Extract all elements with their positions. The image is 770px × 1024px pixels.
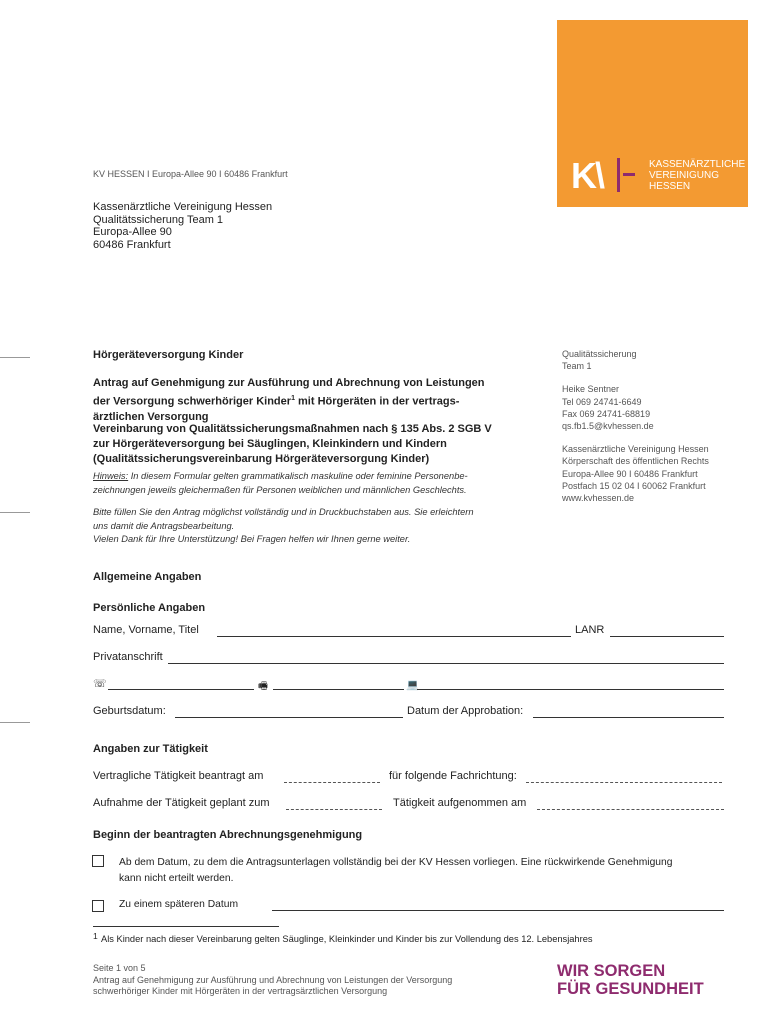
sender-line: KV HESSEN I Europa-Allee 90 I 60486 Frankfurt — [93, 169, 288, 179]
label-privatanschrift: Privatanschrift — [93, 651, 163, 663]
label-geburtsdatum: Geburtsdatum: — [93, 705, 166, 717]
logo-line: VEREINIGUNG — [649, 170, 720, 181]
footnote-separator — [93, 926, 279, 927]
lanr-field[interactable] — [610, 636, 724, 637]
recipient-line: Europa-Allee 90 — [93, 226, 172, 238]
antrag-part: der Versorgung schwerhöriger Kinder — [93, 395, 292, 408]
slogan-line: FÜR GESUNDHEIT — [557, 980, 704, 998]
checkbox-spaeteres-datum[interactable] — [92, 900, 104, 912]
bitte-line: Bitte füllen Sie den Antrag möglichst vollständig und in Druckbuchstaben aus. Sie erleichtern — [93, 507, 474, 517]
hinweis-text: zeichnungen jeweils gleichermaßen für Personen weiblichen und männlichen Geschlechts. — [93, 485, 467, 495]
aufgenommen-field[interactable] — [537, 809, 724, 810]
logo-line: KASSENÄRZTLICHE — [649, 159, 746, 170]
vereinbarung-line: zur Hörgeräteversorgung bei Säuglingen, Kleinkindern und Kindern — [93, 438, 447, 450]
fax-field[interactable] — [273, 689, 404, 690]
checkbox-ab-datum[interactable] — [92, 855, 104, 867]
contact-dept: Qualitätssicherung — [562, 349, 637, 359]
email-icon: 💻 — [406, 679, 420, 691]
document-title: Hörgeräteversorgung Kinder — [93, 349, 244, 361]
option-text: Ab dem Datum, zu dem die Antragsunterlagen vollständig bei der KV Hessen vorliegen. Eine rückwirkende Genehmigung — [119, 857, 673, 868]
logo-line: HESSEN — [649, 181, 691, 192]
slogan — [557, 962, 704, 998]
label-aufgenommen: Tätigkeit aufgenommen am — [393, 797, 527, 809]
name-field[interactable] — [217, 636, 571, 637]
phone-icon: ☏ — [93, 678, 107, 690]
label-fachrichtung: für folgende Fachrichtung: — [389, 770, 517, 782]
antrag-line: ärztlichen Versorgung — [93, 410, 209, 423]
spaeteres-datum-field[interactable] — [272, 910, 724, 911]
heading-taetigkeit: Angaben zur Tätigkeit — [93, 743, 208, 755]
beantragt-field[interactable] — [284, 782, 380, 783]
antrag-part: mit Hörgeräten in der vertrags- — [294, 395, 460, 408]
punch-mark — [0, 512, 30, 513]
contact-org: Postfach 15 02 04 I 60062 Frankfurt — [562, 480, 706, 491]
option-spaeteres-datum: Zu einem späteren Datum — [119, 899, 239, 910]
geburtsdatum-field[interactable] — [175, 717, 403, 718]
contact-block — [562, 348, 709, 504]
bitte-line: uns damit die Antragsbearbeitung. — [93, 520, 235, 531]
approbation-field[interactable] — [533, 717, 724, 718]
bitte-line: Vielen Dank für Ihre Unterstützung! Bei Fragen helfen wir Ihnen gerne weiter. — [93, 534, 411, 544]
option-text: kann nicht erteilt werden. — [119, 872, 234, 884]
option-ab-datum — [119, 855, 672, 886]
footnote-number: 1 — [93, 931, 98, 941]
recipient-line: Qualitätssicherung Team 1 — [93, 213, 224, 226]
label-name: Name, Vorname, Titel — [93, 624, 199, 636]
logo-bar — [617, 158, 620, 192]
fold-mark-bottom — [0, 722, 30, 723]
footnote-ref: 1 — [291, 395, 295, 402]
vereinbarung-line: Vereinbarung von Qualitätssicherungsmaßnahmen nach § 135 Abs. 2 SGB V — [93, 423, 492, 435]
logo-text — [649, 159, 745, 192]
logo-dash — [623, 173, 635, 176]
recipient-line: 60486 Frankfurt — [93, 238, 171, 251]
hinweis-label: Hinweis: — [93, 471, 129, 481]
antrag-line: Antrag auf Genehmigung zur Ausführung und Abrechnung von Leistungen — [93, 377, 485, 389]
fold-mark-top — [0, 357, 30, 358]
label-lanr: LANR — [575, 624, 605, 636]
hinweis-text: In diesem Formular gelten grammatikalisch maskuline oder feminine Personenbe- — [128, 471, 468, 481]
contact-phone: Tel 069 24741-6649 — [562, 396, 642, 407]
email-field[interactable] — [417, 689, 724, 690]
logo-letters: K\ — [571, 155, 603, 196]
bitte-text — [93, 506, 474, 547]
fachrichtung-field[interactable] — [526, 782, 722, 783]
heading-allgemeine: Allgemeine Angaben — [93, 571, 202, 583]
label-beantragt: Vertragliche Tätigkeit beantragt am — [93, 770, 264, 782]
fax-icon: 🖷 — [258, 680, 268, 692]
label-approbation: Datum der Approbation: — [407, 705, 524, 717]
phone-field[interactable] — [108, 689, 254, 690]
label-aufnahme: Aufnahme der Tätigkeit geplant zum — [93, 797, 270, 809]
contact-org: Körperschaft des öffentlichen Rechts — [562, 456, 709, 467]
footer-title: Antrag auf Genehmigung zur Ausführung und Abrechnung von Leistungen der Versorgung — [93, 974, 453, 985]
page-footer — [93, 963, 452, 998]
contact-org: Europa-Allee 90 I 60486 Frankfurt — [562, 468, 698, 479]
vereinbarung-line: (Qualitätssicherungsvereinbarung Hörgeräteversorgung Kinder) — [93, 453, 430, 465]
privatanschrift-field[interactable] — [168, 663, 724, 664]
contact-email[interactable]: qs.fb1.5@kvhessen.de — [562, 421, 654, 432]
antrag-line — [93, 391, 533, 410]
heading-persoenliche: Persönliche Angaben — [93, 602, 206, 614]
heading-beginn: Beginn der beantragten Abrechnungsgenehmigung — [93, 829, 363, 841]
hinweis — [93, 469, 468, 497]
slogan-line: WIR SORGEN — [557, 962, 666, 980]
contact-fax: Fax 069 24741-68819 — [562, 408, 651, 419]
contact-person: Heike Sentner — [562, 384, 620, 395]
contact-website[interactable]: www.kvhessen.de — [562, 493, 635, 504]
kv-logo — [557, 20, 748, 207]
contact-org: Kassenärztliche Vereinigung Hessen — [562, 444, 709, 455]
recipient-address — [93, 201, 272, 251]
vereinbarung-title — [93, 422, 533, 467]
footnote-text: Als Kinder nach dieser Vereinbarung gelten Säuglinge, Kleinkinder und Kinder bis zur Vollendung des 12. Lebensjahres — [101, 934, 593, 944]
antrag-title — [93, 376, 533, 425]
recipient-line: Kassenärztliche Vereinigung Hessen — [93, 201, 273, 213]
contact-dept: Team 1 — [562, 361, 592, 372]
page-number: Seite 1 von 5 — [93, 963, 146, 973]
aufnahme-field[interactable] — [286, 809, 382, 810]
footer-title: schwerhöriger Kinder mit Hörgeräten in der vertragsärztlichen Versorgung — [93, 986, 388, 996]
